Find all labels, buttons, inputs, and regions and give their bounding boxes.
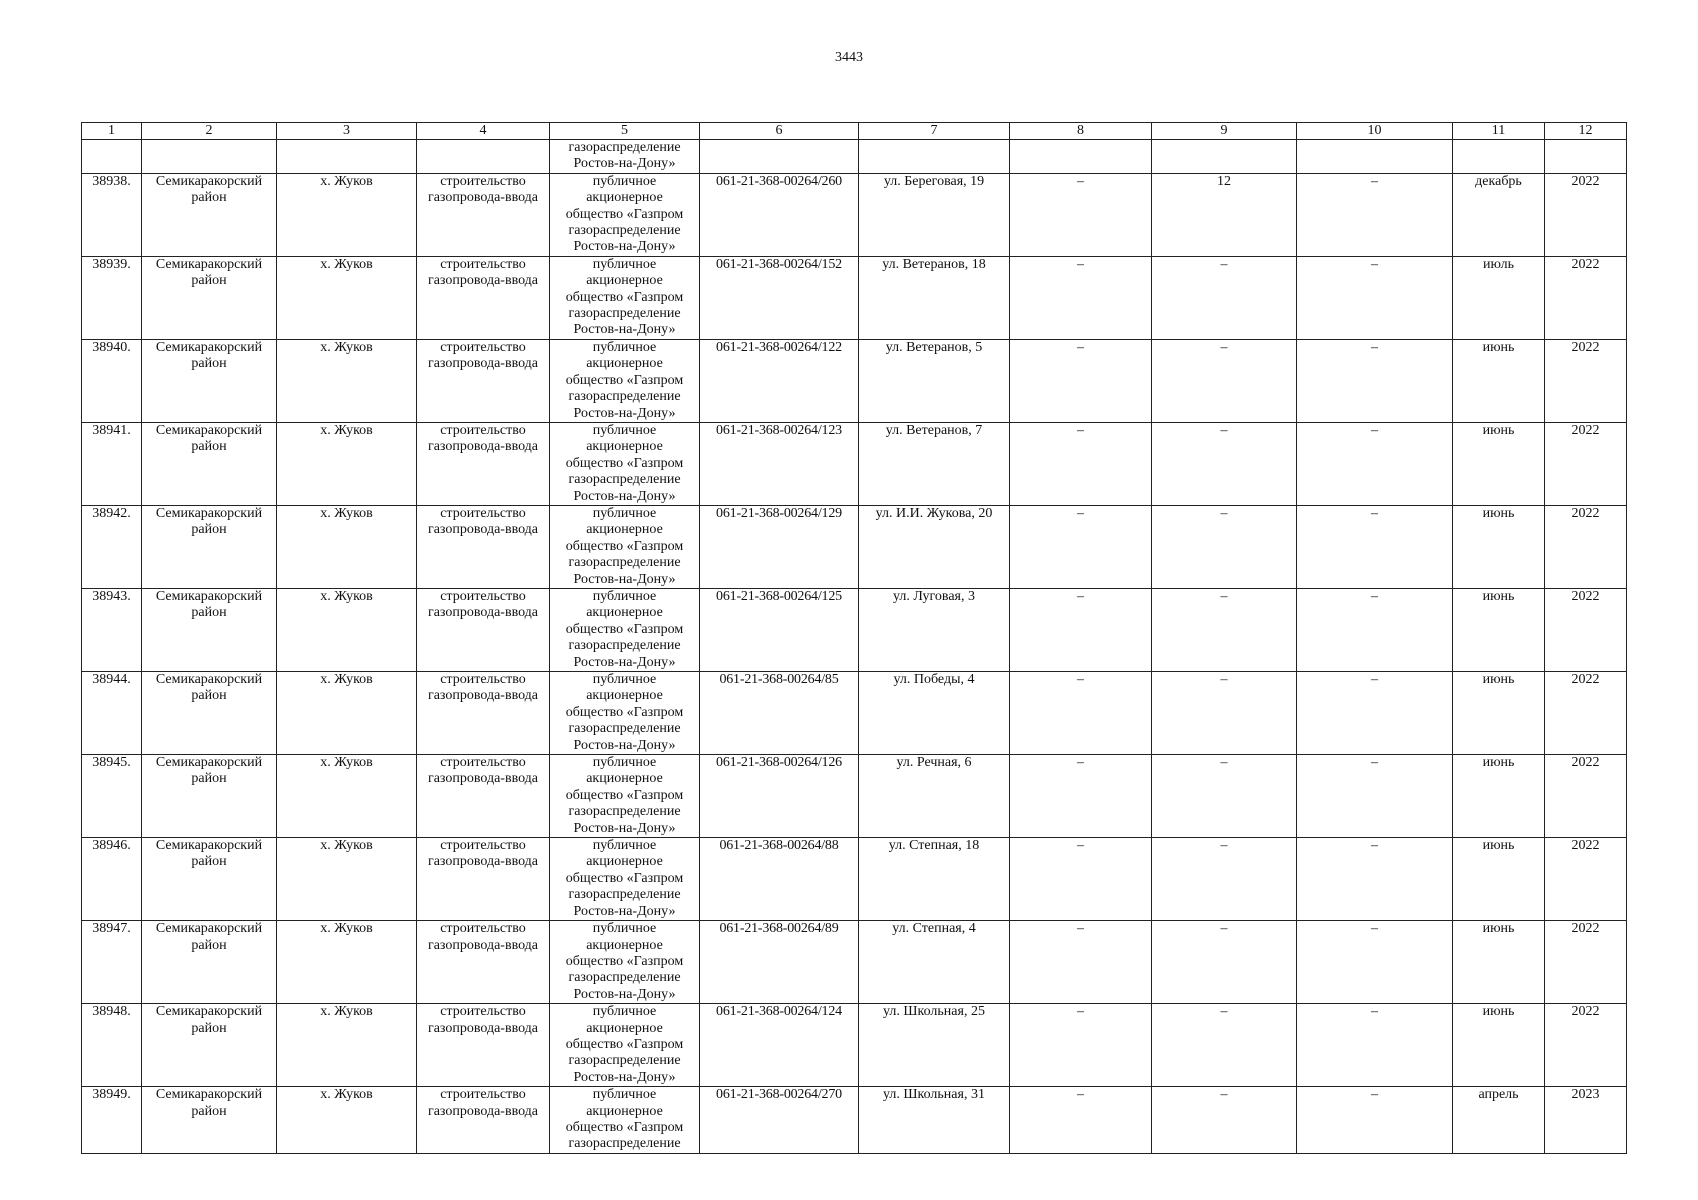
cell-settlement: х. Жуков	[277, 339, 417, 422]
cell-month: июнь	[1453, 422, 1545, 505]
column-header-6: 6	[700, 123, 859, 140]
cell-district: Семикаракорский район	[142, 505, 277, 588]
column-header-1: 1	[82, 123, 142, 140]
cell-year: 2022	[1545, 921, 1627, 1004]
cell-col-8-value: –	[1010, 921, 1152, 1004]
column-header-8: 8	[1010, 123, 1152, 140]
org-line: акционерное	[586, 688, 663, 704]
cell-col-10	[1297, 140, 1453, 174]
org-line: акционерное	[586, 605, 663, 621]
table-header	[82, 123, 1627, 140]
org-line: общество «Газпром	[565, 1036, 684, 1052]
cell-year: 2022	[1545, 339, 1627, 422]
cell-row-number: 38939.	[82, 256, 142, 339]
org-line: общество «Газпром	[565, 621, 684, 637]
org-line: Ростов-на-Дону»	[573, 488, 676, 504]
org-line: Ростов-на-Дону»	[573, 986, 676, 1002]
cell-row-number: 38938.	[82, 173, 142, 256]
cell-settlement: х. Жуков	[277, 422, 417, 505]
cell-col-8-value: –	[1010, 422, 1152, 505]
cell-object-code: 061-21-368-00264/129	[700, 505, 859, 588]
cell-month: июнь	[1453, 505, 1545, 588]
org-line: Ростов-на-Дону»	[573, 156, 676, 172]
table-row	[82, 921, 1627, 1004]
cell-settlement: х. Жуков	[277, 1004, 417, 1087]
column-header-5: 5	[550, 123, 700, 140]
cell-month: декабрь	[1453, 173, 1545, 256]
cell-col-7	[859, 140, 1010, 174]
cell-col-10-value: –	[1297, 1087, 1453, 1154]
cell-year: 2022	[1545, 755, 1627, 838]
cell-col-10-value: –	[1297, 921, 1453, 1004]
org-line: акционерное	[586, 937, 663, 953]
org-line: общество «Газпром	[565, 787, 684, 803]
org-line: Ростов-на-Дону»	[573, 820, 676, 836]
cell-col-9-value: –	[1152, 672, 1297, 755]
cell-col-9-value: 12	[1152, 173, 1297, 256]
cell-work-type: строительство газопровода-ввода	[417, 1004, 550, 1087]
table-row	[82, 505, 1627, 588]
cell-object-code: 061-21-368-00264/125	[700, 588, 859, 671]
cell-col-10-value: –	[1297, 173, 1453, 256]
cell-col-10-value: –	[1297, 588, 1453, 671]
org-line: общество «Газпром	[565, 704, 684, 720]
cell-col-9-value: –	[1152, 838, 1297, 921]
cell-settlement: х. Жуков	[277, 672, 417, 755]
column-header-7: 7	[859, 123, 1010, 140]
org-line: газораспределение	[568, 389, 681, 405]
cell-col-5	[550, 140, 700, 174]
cell-address: ул. Береговая, 19	[859, 173, 1010, 256]
cell-organization	[550, 921, 700, 1004]
org-line: акционерное	[586, 522, 663, 538]
org-line: газораспределение	[568, 223, 681, 239]
cell-col-9	[1152, 140, 1297, 174]
org-line: общество «Газпром	[565, 289, 684, 305]
cell-col-4	[417, 140, 550, 174]
cell-organization	[550, 838, 700, 921]
org-line: акционерное	[586, 439, 663, 455]
column-header-2: 2	[142, 123, 277, 140]
cell-district: Семикаракорский район	[142, 588, 277, 671]
cell-settlement: х. Жуков	[277, 921, 417, 1004]
org-line: акционерное	[586, 190, 663, 206]
table-row	[82, 256, 1627, 339]
cell-col-9-value: –	[1152, 339, 1297, 422]
column-header-4: 4	[417, 123, 550, 140]
cell-address: ул. Ветеранов, 5	[859, 339, 1010, 422]
cell-object-code: 061-21-368-00264/124	[700, 1004, 859, 1087]
cell-work-type: строительство газопровода-ввода	[417, 921, 550, 1004]
cell-organization	[550, 1004, 700, 1087]
org-line: газораспределение	[568, 638, 681, 654]
cell-address: ул. И.И. Жукова, 20	[859, 505, 1010, 588]
cell-col-11	[1453, 140, 1545, 174]
table-row	[82, 1004, 1627, 1087]
cell-col-8-value: –	[1010, 256, 1152, 339]
cell-year: 2022	[1545, 173, 1627, 256]
cell-row-number: 38941.	[82, 422, 142, 505]
cell-object-code: 061-21-368-00264/85	[700, 672, 859, 755]
org-line: газораспределение	[568, 555, 681, 571]
cell-work-type: строительство газопровода-ввода	[417, 588, 550, 671]
cell-organization	[550, 173, 700, 256]
org-line: акционерное	[586, 356, 663, 372]
cell-organization	[550, 755, 700, 838]
column-header-12: 12	[1545, 123, 1627, 140]
cell-work-type: строительство газопровода-ввода	[417, 755, 550, 838]
cell-settlement: х. Жуков	[277, 588, 417, 671]
cell-year: 2022	[1545, 505, 1627, 588]
table-row	[82, 173, 1627, 256]
cell-month: июнь	[1453, 588, 1545, 671]
org-line: акционерное	[586, 1103, 663, 1119]
cell-month: июнь	[1453, 838, 1545, 921]
column-header-10: 10	[1297, 123, 1453, 140]
org-line: акционерное	[586, 1020, 663, 1036]
org-line: газораспределение	[568, 804, 681, 820]
cell-work-type: строительство газопровода-ввода	[417, 173, 550, 256]
cell-col-9-value: –	[1152, 755, 1297, 838]
cell-col-10-value: –	[1297, 672, 1453, 755]
cell-month: июнь	[1453, 339, 1545, 422]
cell-year: 2022	[1545, 672, 1627, 755]
cell-organization	[550, 422, 700, 505]
cell-col-9-value: –	[1152, 588, 1297, 671]
cell-col-8-value: –	[1010, 505, 1152, 588]
cell-row-number: 38948.	[82, 1004, 142, 1087]
org-line: публичное	[592, 505, 657, 521]
org-line: Ростов-на-Дону»	[573, 654, 676, 670]
table-row	[82, 339, 1627, 422]
continuation-row	[82, 140, 1627, 174]
table-row	[82, 1087, 1627, 1154]
cell-settlement: х. Жуков	[277, 173, 417, 256]
cell-col-10-value: –	[1297, 1004, 1453, 1087]
cell-col-12	[1545, 140, 1627, 174]
column-header-11: 11	[1453, 123, 1545, 140]
cell-settlement: х. Жуков	[277, 755, 417, 838]
cell-col-8-value: –	[1010, 588, 1152, 671]
org-line: газораспределение	[568, 306, 681, 322]
cell-organization	[550, 256, 700, 339]
cell-district: Семикаракорский район	[142, 339, 277, 422]
cell-row-number: 38947.	[82, 921, 142, 1004]
cell-row-number: 38946.	[82, 838, 142, 921]
cell-col-9-value: –	[1152, 422, 1297, 505]
cell-object-code: 061-21-368-00264/122	[700, 339, 859, 422]
cell-col-8-value: –	[1010, 838, 1152, 921]
cell-settlement: х. Жуков	[277, 505, 417, 588]
org-line: Ростов-на-Дону»	[573, 322, 676, 338]
cell-col-9-value: –	[1152, 1004, 1297, 1087]
cell-col-10-value: –	[1297, 505, 1453, 588]
cell-col-10-value: –	[1297, 422, 1453, 505]
cell-settlement: х. Жуков	[277, 1087, 417, 1154]
cell-col-10-value: –	[1297, 256, 1453, 339]
cell-organization	[550, 505, 700, 588]
org-line: Ростов-на-Дону»	[573, 903, 676, 919]
cell-work-type: строительство газопровода-ввода	[417, 1087, 550, 1154]
cell-year: 2023	[1545, 1087, 1627, 1154]
cell-col-8-value: –	[1010, 339, 1152, 422]
org-line: акционерное	[586, 854, 663, 870]
cell-row-number: 38942.	[82, 505, 142, 588]
org-line: общество «Газпром	[565, 538, 684, 554]
cell-object-code: 061-21-368-00264/126	[700, 755, 859, 838]
org-line: общество «Газпром	[565, 1119, 684, 1135]
cell-address: ул. Речная, 6	[859, 755, 1010, 838]
cell-col-10-value: –	[1297, 755, 1453, 838]
table-row	[82, 422, 1627, 505]
cell-object-code: 061-21-368-00264/89	[700, 921, 859, 1004]
org-line: публичное	[592, 256, 657, 272]
table-row	[82, 588, 1627, 671]
cell-col-8	[1010, 140, 1152, 174]
table-body	[82, 140, 1627, 1154]
org-line: публичное	[592, 1004, 657, 1020]
header-row	[82, 123, 1627, 140]
cell-object-code: 061-21-368-00264/88	[700, 838, 859, 921]
cell-col-3	[277, 140, 417, 174]
cell-col-8-value: –	[1010, 755, 1152, 838]
cell-address: ул. Победы, 4	[859, 672, 1010, 755]
cell-col-9-value: –	[1152, 1087, 1297, 1154]
cell-address: ул. Луговая, 3	[859, 588, 1010, 671]
cell-month: июнь	[1453, 921, 1545, 1004]
cell-district: Семикаракорский район	[142, 1004, 277, 1087]
org-line: Ростов-на-Дону»	[573, 405, 676, 421]
org-line: публичное	[592, 422, 657, 438]
cell-month: июнь	[1453, 1004, 1545, 1087]
cell-month: июнь	[1453, 755, 1545, 838]
cell-year: 2022	[1545, 588, 1627, 671]
cell-object-code: 061-21-368-00264/123	[700, 422, 859, 505]
cell-month: июнь	[1453, 672, 1545, 755]
cell-work-type: строительство газопровода-ввода	[417, 339, 550, 422]
cell-address: ул. Школьная, 25	[859, 1004, 1010, 1087]
table-row	[82, 672, 1627, 755]
cell-district: Семикаракорский район	[142, 838, 277, 921]
cell-address: ул. Степная, 18	[859, 838, 1010, 921]
org-line: газораспределение	[568, 1136, 681, 1152]
org-line: общество «Газпром	[565, 372, 684, 388]
org-line: публичное	[592, 838, 657, 854]
cell-year: 2022	[1545, 256, 1627, 339]
cell-row-number: 38940.	[82, 339, 142, 422]
cell-district: Семикаракорский район	[142, 672, 277, 755]
org-line: Ростов-на-Дону»	[573, 239, 676, 255]
cell-row-number: 38944.	[82, 672, 142, 755]
cell-organization	[550, 672, 700, 755]
cell-col-9-value: –	[1152, 256, 1297, 339]
org-line: общество «Газпром	[565, 455, 684, 471]
org-line: общество «Газпром	[565, 206, 684, 222]
cell-month: июль	[1453, 256, 1545, 339]
cell-organization	[550, 1087, 700, 1154]
org-line: Ростов-на-Дону»	[573, 571, 676, 587]
cell-district: Семикаракорский район	[142, 173, 277, 256]
org-line: публичное	[592, 755, 657, 771]
org-line: газораспределение	[568, 140, 681, 155]
cell-settlement: х. Жуков	[277, 838, 417, 921]
org-line: публичное	[592, 921, 657, 937]
table-row	[82, 755, 1627, 838]
cell-address: ул. Ветеранов, 18	[859, 256, 1010, 339]
cell-year: 2022	[1545, 422, 1627, 505]
cell-row-number: 38943.	[82, 588, 142, 671]
org-line: газораспределение	[568, 1053, 681, 1069]
cell-address: ул. Ветеранов, 7	[859, 422, 1010, 505]
org-line: Ростов-на-Дону»	[573, 1069, 676, 1085]
cell-col-1	[82, 140, 142, 174]
cell-row-number: 38949.	[82, 1087, 142, 1154]
cell-work-type: строительство газопровода-ввода	[417, 505, 550, 588]
cell-col-10-value: –	[1297, 339, 1453, 422]
org-line: акционерное	[586, 771, 663, 787]
cell-col-8-value: –	[1010, 672, 1152, 755]
table-row	[82, 838, 1627, 921]
cell-object-code: 061-21-368-00264/270	[700, 1087, 859, 1154]
cell-object-code: 061-21-368-00264/260	[700, 173, 859, 256]
page-number: 3443	[835, 50, 863, 65]
org-line: газораспределение	[568, 472, 681, 488]
org-line: газораспределение	[568, 887, 681, 903]
cell-settlement: х. Жуков	[277, 256, 417, 339]
cell-month: апрель	[1453, 1087, 1545, 1154]
cell-district: Семикаракорский район	[142, 1087, 277, 1154]
cell-district: Семикаракорский район	[142, 422, 277, 505]
cell-col-8-value: –	[1010, 173, 1152, 256]
cell-work-type: строительство газопровода-ввода	[417, 838, 550, 921]
cell-district: Семикаракорский район	[142, 256, 277, 339]
cell-work-type: строительство газопровода-ввода	[417, 422, 550, 505]
cell-organization	[550, 588, 700, 671]
cell-object-code: 061-21-368-00264/152	[700, 256, 859, 339]
org-line: публичное	[592, 1087, 657, 1103]
org-line: публичное	[592, 588, 657, 604]
cell-work-type: строительство газопровода-ввода	[417, 672, 550, 755]
org-line: акционерное	[586, 273, 663, 289]
org-line: общество «Газпром	[565, 953, 684, 969]
cell-col-9-value: –	[1152, 921, 1297, 1004]
org-line: газораспределение	[568, 721, 681, 737]
org-line: публичное	[592, 339, 657, 355]
cell-address: ул. Школьная, 31	[859, 1087, 1010, 1154]
registry-table	[81, 122, 1627, 1154]
cell-address: ул. Степная, 4	[859, 921, 1010, 1004]
cell-col-6	[700, 140, 859, 174]
org-line: публичное	[592, 672, 657, 687]
cell-col-9-value: –	[1152, 505, 1297, 588]
cell-work-type: строительство газопровода-ввода	[417, 256, 550, 339]
cell-organization	[550, 339, 700, 422]
cell-district: Семикаракорский район	[142, 921, 277, 1004]
column-header-3: 3	[277, 123, 417, 140]
cell-col-8-value: –	[1010, 1004, 1152, 1087]
cell-col-8-value: –	[1010, 1087, 1152, 1154]
org-line: газораспределение	[568, 970, 681, 986]
cell-district: Семикаракорский район	[142, 755, 277, 838]
org-line: Ростов-на-Дону»	[573, 737, 676, 753]
cell-col-2	[142, 140, 277, 174]
cell-year: 2022	[1545, 838, 1627, 921]
org-line: публичное	[592, 173, 657, 189]
column-header-9: 9	[1152, 123, 1297, 140]
cell-col-10-value: –	[1297, 838, 1453, 921]
cell-year: 2022	[1545, 1004, 1627, 1087]
org-line: общество «Газпром	[565, 870, 684, 886]
cell-row-number: 38945.	[82, 755, 142, 838]
